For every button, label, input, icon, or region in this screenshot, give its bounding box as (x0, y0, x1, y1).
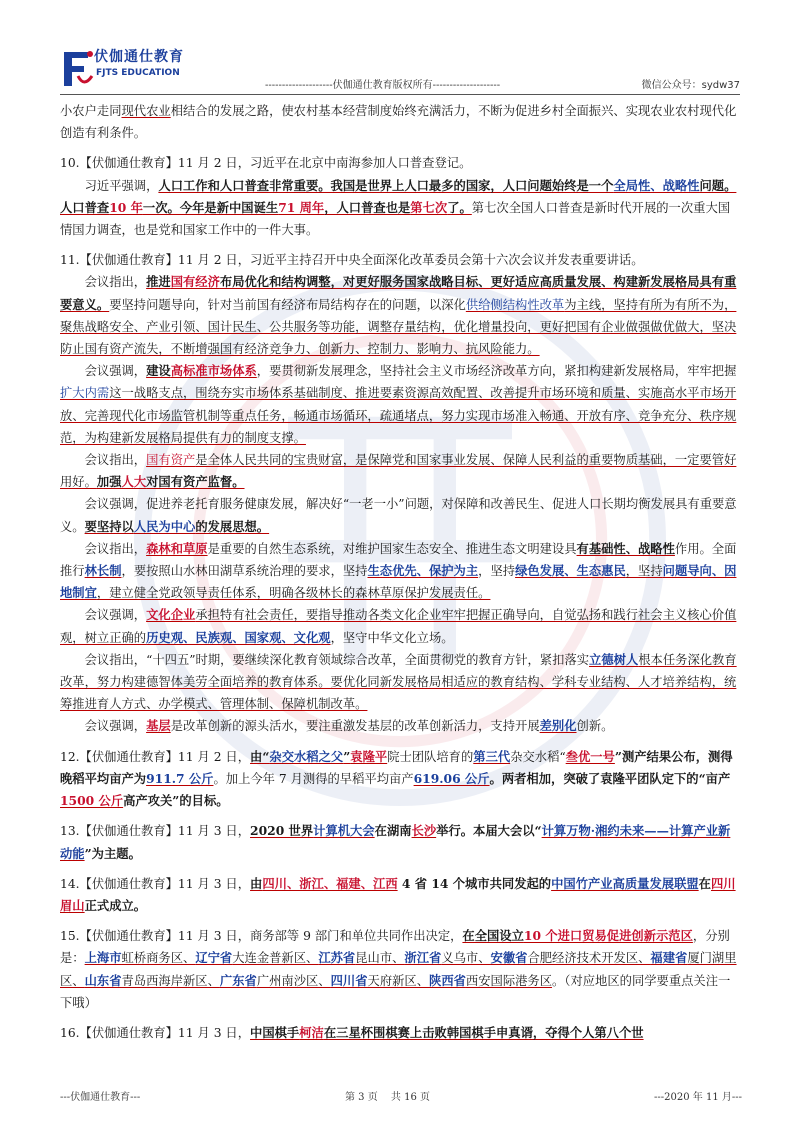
item11-para6: 会议强调，文化企业承担特有社会责任，要指导推动各类文化企业牢牢把握正确导向，自觉弘扬和践行社会主义核心价值观，树立正确的历史观、民族观、国家观、文化观，坚守中华文化立场。 (60, 607, 737, 645)
item11-para4: 会议强调，促进养老托育服务健康发展，解决好“一老一小”问题，对保障和改善民生、促进人口长期均衡发展具有重要意义。要坚持以人民为中心的发展思想。 (60, 497, 737, 534)
item11-para7: 会议指出，“十四五”时期，要继续深化教育领域综合改革，全面贯彻党的教育方针，紧扣落实立德树人根本任务深化教育改革，努力构建德智体美劳全面培养的教育体系。要优化同新发展格局相适应的教育结构、学科专业结构、人才培养结构，统筹推进育人方式、办学模式、管理体制、保障机制改革。 (60, 651, 737, 712)
header-wechat: 微信公众号：sydw37 (641, 80, 740, 91)
page-header (60, 42, 740, 95)
item12: 12.【伏伽通仕教育】11 月 2 日，由“杂交水稻之父”袁隆平院士团队培育的第三代杂交水稻“叁优一号”测产结果公布，测得晚稻平均亩产为911.7 公斤。加上今年 7 月测得的早稻平均亩产619.06 公斤。两者相加，突破了袁隆平团队定下的“亩产1500 公斤高产攻关”的目标。 (60, 748, 733, 809)
item13: 13.【伏伽通仕教育】11 月 3 日，2020 世界计算机大会在湖南长沙举行。本届大会以“计算万物·湘约未来——计算产业新动能”为主题。 (60, 823, 731, 861)
document-body (60, 100, 742, 1044)
item11-para5: 会议指出，森林和草原是重要的自然生态系统，对维护国家生态安全、推进生态文明建设具有基础性、战略性作用。全面推行林长制，要按照山水林田湖草系统治理的要求，坚持生态优先、保护为主，坚持绿色发展、生态惠民，坚持问题导向、因地制宜，建立健全党政领导责任体系，明确各级林长的森林草原保护发展责任。 (60, 540, 737, 601)
item10-body: 习近平强调，人口工作和人口普查非常重要。我国是世界上人口最多的国家，人口问题始终是一个全局性、战略性问题。人口普查10 年一次。今年是新中国诞生71 周年，人口普查也是第七次了。第七次全国人口普查是新时代开展的一次重大国情国力调查，也是党和国家工作中的一件大事。 (60, 177, 737, 238)
item16: 16.【伏伽通仕教育】11 月 3 日，中国棋手柯洁在三星杯围棋赛上击败韩国棋手申真谞，夺得个人第八个世 (60, 1024, 644, 1040)
item14: 14.【伏伽通仕教育】11 月 3 日，由四川、浙江、福建、江西 4 省 14 个城市共同发起的中国竹产业高质量发展联盟在四川眉山正式成立。 (60, 875, 736, 913)
item11-para3: 会议指出，国有资产是全体人民共同的宝贵财富，是保障党和国家事业发展、保障人民利益的重要物质基础，一定要管好用好。加强人大对国有资产监督。 (60, 453, 737, 490)
item9-tail: 小农户走同现代农业相结合的发展之路，使农村基本经营制度始终充满活力，不断为促进乡村全面振兴、实现农业农村现代化创造有利条件。 (60, 104, 737, 141)
item11-para1: 会议指出，推进国有经济布局优化和结构调整，对更好服务国家战略目标、更好适应高质量发展、构建新发展格局具有重要意义。要坚持问题导向，针对当前国有经济布局结构存在的问题，以深化供给侧结构性改革为主线，坚持有所为有所不为，聚焦战略安全、产业引领、国计民生、公共服务等功能，调整存量结构，优化增量投向，更好把国有企业做强做优做大，坚决防止国有资产流失，不断增强国有经济竞争力、创新力、控制力、影响力、抗风险能力。 (60, 274, 737, 357)
page-number: 第 3 页 共 16 页 (345, 1092, 430, 1103)
item11-heading: 11.【伏伽通仕教育】11 月 2 日，习近平主持召开中央全面深化改革委员会第十六次会议并发表重要讲话。 (60, 253, 644, 268)
logo-title: 伏伽通仕教育 (94, 49, 184, 65)
logo-subtitle: FJTS EDUCATION (96, 68, 180, 78)
header-copyright: --------------------伏伽通仕教育版权所有-------------------- (265, 80, 501, 91)
item11-para2: 会议强调，建设高标准市场体系，要贯彻新发展理念，坚持社会主义市场经济改革方向，紧扣构建新发展格局，牢牢把握扩大内需这一战略支点，围绕夯实市场体系基础制度、推进要素资源高效配置、改善提升市场环境和质量、实施高水平市场开放、完善现代化市场监管机制等重点任务，畅通市场循环，疏通堵点，努力实现市场准入畅通、开放有序、竞争充分、秩序规范，为构建新发展格局提供有力的制度支撑。 (60, 363, 737, 445)
item11-para8: 会议强调，基层是改革创新的源头活水，要注重激发基层的改革创新活力，支持开展差别化创新。 (84, 718, 614, 734)
item10-heading: 10.【伏伽通仕教育】11 月 2 日，习近平在北京中南海参加人口普查登记。 (60, 156, 472, 171)
footer-date: ---2020 年 11 月--- (654, 1092, 742, 1103)
item15: 15.【伏伽通仕教育】11 月 3 日，商务部等 9 部门和单位共同作出决定，在全国设立10 个进口贸易促进创新示范区，分别是：上海市虹桥商务区、辽宁省大连金普新区、江苏省昆山市、浙江省义乌市、安徽省合肥经济技术开发区、福建省厦门湖里区、山东省青岛西海岸新区、广东省广州南沙区、四川省天府新区、陕西省西安国际港务区。（对应地区的同学要重点关注一下哦） (60, 928, 737, 1010)
footer-left: ---伏伽通仕教育--- (60, 1092, 141, 1103)
